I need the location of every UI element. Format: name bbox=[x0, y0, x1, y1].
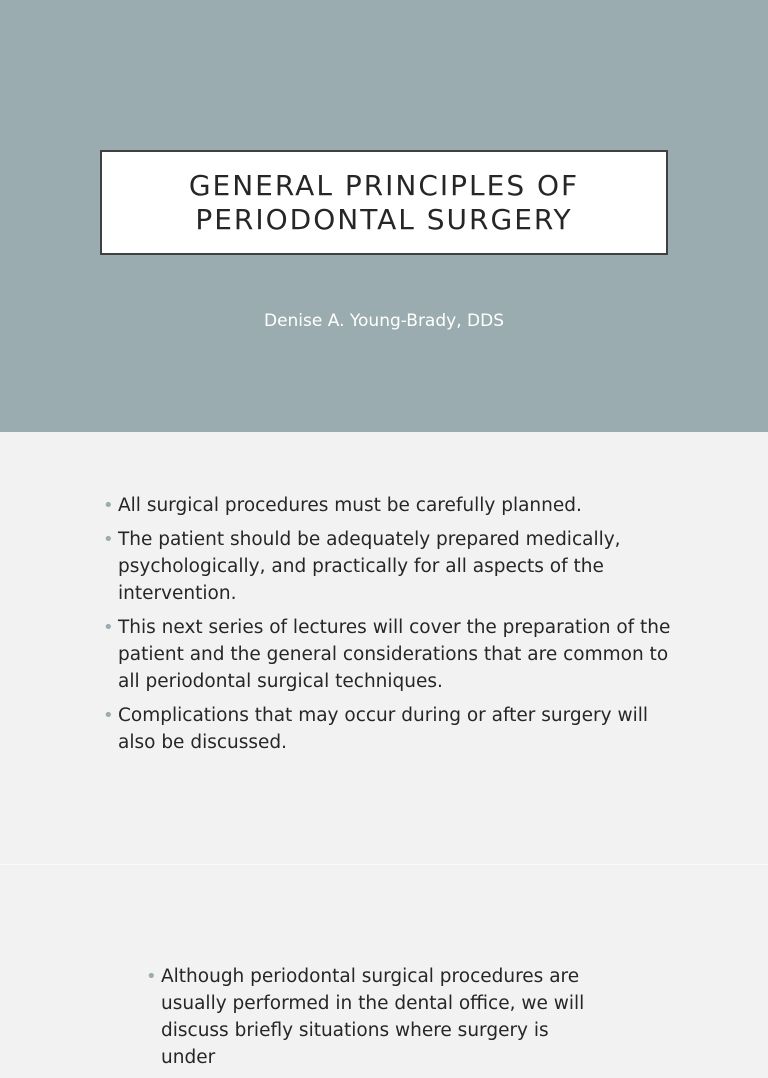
bullet-list bbox=[100, 492, 690, 763]
bullet-item: • The patient should be adequately prepared medically, psychologically, and practically for all aspects of the intervention. bbox=[100, 526, 690, 607]
bullet-item: • Although periodontal surgical procedures are usually performed in the dental office, we will discuss briefly situations where surgery is under bbox=[143, 963, 603, 1071]
slide-title-line-1: GENERAL PRINCIPLES OF bbox=[188, 168, 580, 202]
bullet-list bbox=[143, 963, 603, 1078]
bullet-item: • Complications that may occur during or after surgery will also be discussed. bbox=[100, 702, 690, 756]
slide-title-line-2: PERIODONTAL SURGERY bbox=[195, 202, 573, 236]
title-box bbox=[100, 150, 668, 255]
bullet-item: • All surgical procedures must be carefully planned. bbox=[100, 492, 690, 519]
setting-slide bbox=[0, 865, 768, 1068]
author-subtitle: Denise A. Young-Brady, DDS bbox=[263, 311, 504, 331]
title-slide bbox=[0, 0, 768, 432]
intro-slide bbox=[0, 432, 768, 864]
bullet-item: • This next series of lectures will cover the preparation of the patient and the general considerations that are common to all periodontal surgical techniques. bbox=[100, 614, 690, 695]
